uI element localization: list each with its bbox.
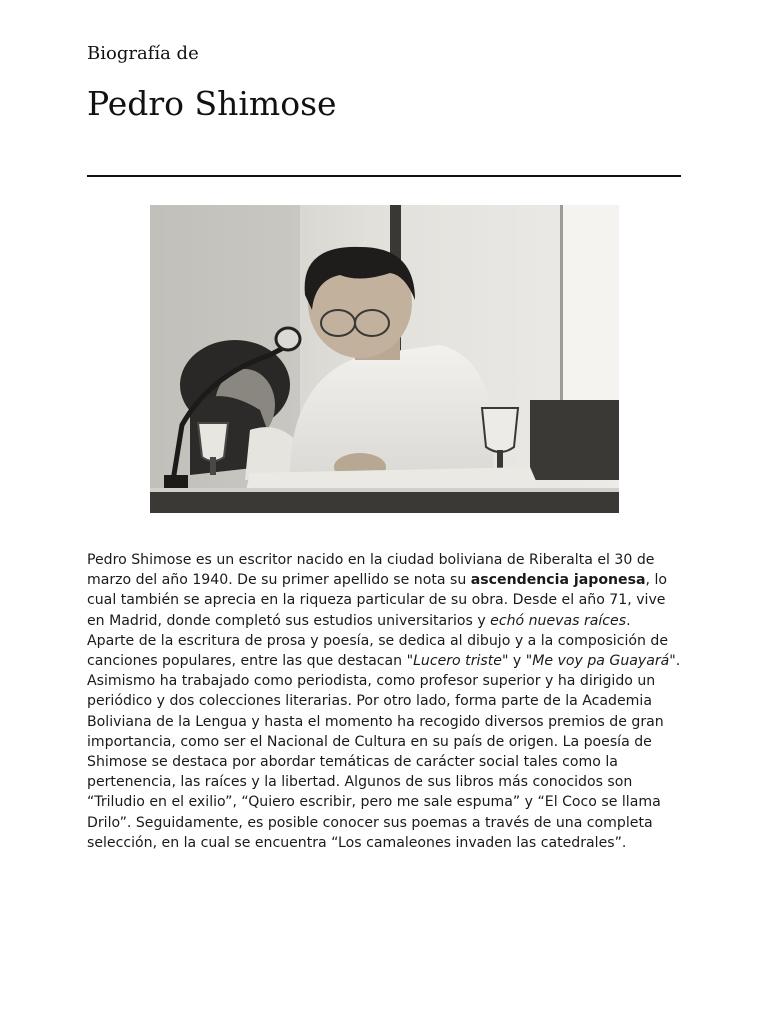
bio-bold-japanese: ascendencia japonesa [470, 572, 646, 589]
page-title: Pedro Shimose [87, 84, 337, 123]
bio-italic-song-1: Lucero triste [413, 653, 502, 670]
author-photo [150, 205, 619, 513]
bio-text-3: . Aparte de la escritura de prosa y poesía, se dedica al dibujo y a la composición de canciones populares, entre las que destacan " [87, 612, 669, 670]
bio-text-1: Pedro Shimose es un escritor nacido en la ciudad boliviana de Riberalta el 30 de marzo del año 1940. De su primer apellido se nota su [87, 552, 655, 589]
title-divider [87, 175, 681, 177]
bio-text-5: ". Asimismo ha trabajado como periodista, como profesor superior y ha dirigido un periódico y dos colecciones literarias. Por otro lado, forma parte de la Academia Boliviana de la Lengua y hasta el momento ha recogido diversos premios de gran importancia, como ser el Nacional de Cultura en su país de origen. La poesía de Shimose se destaca por abordar temáticas de carácter social tales como la pertenencia, las raíces y la libertad. Algunos de sus libros más conocidos son “Triludio en el exilio”, “Quiero escribir, pero me sale espuma” y “El Coco se llama Drilo”. Seguidamente, es posible conocer sus poemas a través de una completa selección, en la cual se encuentra “Los camaleones invaden las catedrales”. [87, 653, 681, 851]
biography-text [87, 550, 681, 853]
bio-italic-raices: echó nuevas raíces [490, 612, 627, 629]
bio-text-2: , lo cual también se aprecia en la riqueza particular de su obra. Desde el año 71, vive en Madrid, donde completó sus estudios universitarios y [87, 572, 667, 629]
author-photo-image [150, 205, 619, 513]
bio-italic-song-2: Me voy pa Guayará [532, 653, 670, 670]
page-kicker: Biografía de [87, 43, 199, 64]
bio-text-4: " y " [501, 653, 533, 670]
